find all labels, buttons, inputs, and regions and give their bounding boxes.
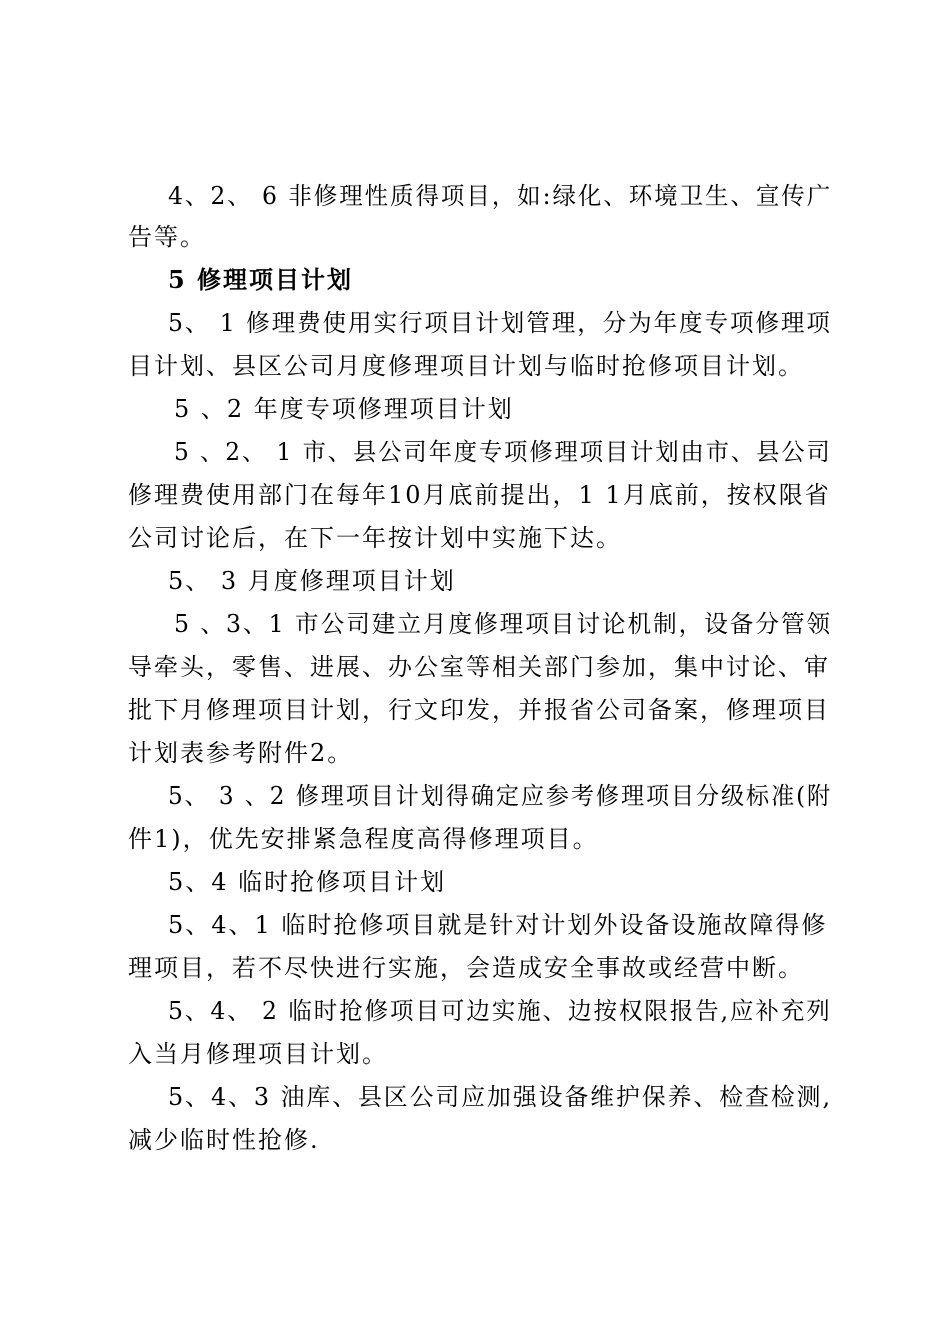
section-5-heading: 5 修理项目计划 <box>168 265 354 294</box>
subsection-5-2-heading: 5 、2 年度专项修理项目计划 <box>174 395 514 423</box>
paragraph-5-4-3-line-1: 5、4、3 油库、县区公司应加强设备维护保养、检查检测, <box>168 1083 833 1111</box>
paragraph-4-2-6-line-1: 4、2、 6 非修理性质得项目，如:绿化、环境卫生、宣传广 <box>168 182 833 210</box>
paragraph-5-3-1-line-2: 导牵头，零售、进展、办公室等相关部门参加，集中讨论、审 <box>128 653 830 681</box>
paragraph-5-4-1-line-2: 理项目，若不尽快进行实施，会造成安全事故或经营中断。 <box>128 954 804 982</box>
paragraph-5-4-1-line-1: 5、4、1 临时抢修项目就是针对计划外设备设施故障得修 <box>168 911 828 939</box>
paragraph-5-2-1-line-3: 公司讨论后，在下一年按计划中实施下达。 <box>128 524 622 552</box>
paragraph-5-1-line-1: 5、 1 修理费使用实行项目计划管理，分为年度专项修理项 <box>168 309 832 337</box>
paragraph-5-4-2-line-2: 入当月修理项目计划。 <box>128 1040 388 1068</box>
paragraph-5-2-1-line-2: 修理费使用部门在每年10月底前提出，1 1月底前，按权限省 <box>128 481 831 509</box>
paragraph-5-3-1-line-1: 5 、3、1 市公司建立月度修理项目讨论机制，设备分管领 <box>174 610 833 638</box>
subsection-5-3-heading: 5、 3 月度修理项目计划 <box>168 567 456 595</box>
paragraph-5-3-1-line-4: 计划表参考附件2。 <box>128 739 354 767</box>
subsection-5-4-heading: 5、4 临时抢修项目计划 <box>168 868 447 896</box>
paragraph-4-2-6-line-2: 告等。 <box>128 223 206 251</box>
paragraph-5-2-1-line-1: 5 、2、 1 市、县公司年度专项修理项目计划由市、县公司 <box>174 438 832 466</box>
paragraph-5-4-3-line-2: 减少临时性抢修. <box>128 1126 320 1154</box>
paragraph-5-3-1-line-3: 批下月修理项目计划，行文印发，并报省公司备案，修理项目 <box>128 696 830 724</box>
paragraph-5-4-2-line-1: 5、4、 2 临时抢修项目可边实施、边按权限报告,应补充列 <box>168 997 832 1025</box>
paragraph-5-3-2-line-2: 件1)，优先安排紧急程度高得修理项目。 <box>128 825 599 853</box>
paragraph-5-1-line-2: 目计划、县区公司月度修理项目计划与临时抢修项目计划。 <box>128 352 804 380</box>
paragraph-5-3-2-line-1: 5、 3 、2 修理项目计划得确定应参考修理项目分级标准(附 <box>168 782 833 810</box>
